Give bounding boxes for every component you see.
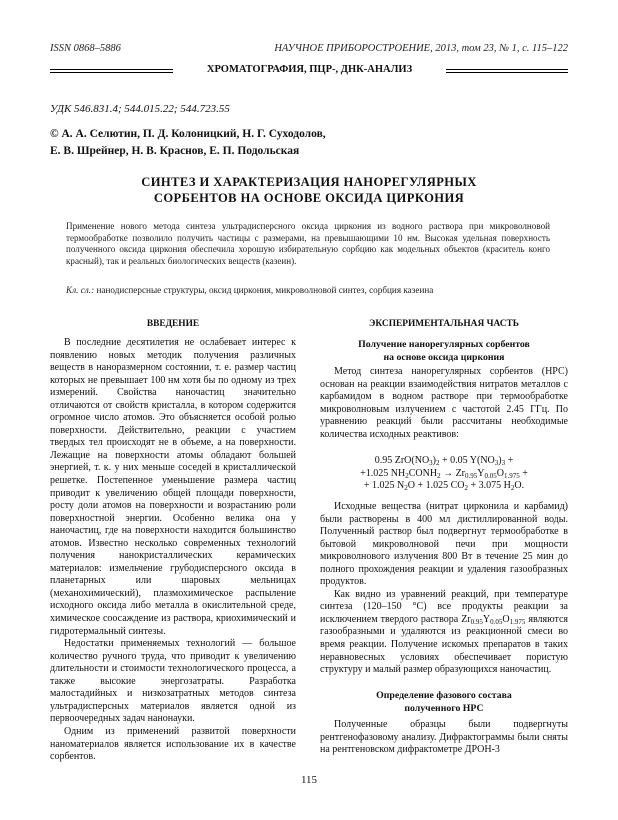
introduction-body	[50, 337, 296, 764]
title-line-2: СОРБЕНТОВ НА ОСНОВЕ ОКСИДА ЦИРКОНИЯ	[153, 191, 465, 205]
synthesis-body	[320, 501, 568, 677]
abstract: Применение нового метода синтеза ультрадисперсного оксида циркония из водного раствора при микроволновой термообработке позволило получить частицы с размерами, на превышающими 10 нм. Высокая удельная поверхность полученного оксида циркония обеспечила хорошую избирательную сорбцию как модельных объектов (краситель конго красный), так и реальных биологических веществ (казеин).	[66, 221, 550, 266]
phase-text: Полученные образцы были подвергнуты рентгенофазовому анализу. Дифрактограммы были сняты на рентгеновском дифрактометре ДРОН-3	[320, 719, 568, 756]
subheading-phase-composition	[320, 690, 568, 715]
keywords-text: нанодисперсные структуры, оксид циркония, микроволновой синтез, сорбция казеина	[94, 285, 434, 295]
rubric-bar	[50, 64, 568, 78]
subheading-synthesis	[320, 339, 568, 364]
equation-line-1: 0.95 $ZrO(NO_3)_2 + 0.05$ $Y(NO_3)_3$ +	[374, 455, 514, 467]
journal-citation: НАУЧНОЕ ПРИБОРОСТРОЕНИЕ, 2013, том 23, № 1, с. 115–122	[274, 43, 568, 54]
reaction-equation	[320, 455, 568, 493]
title-line-1: СИНТЕЗ И ХАРАКТЕРИЗАЦИЯ НАНОРЕГУЛЯРНЫХ	[141, 175, 477, 189]
authors-line-1: © А. А. Селютин, П. Д. Колоницкий, Н. Г. Суходолов,	[50, 128, 326, 140]
authors	[50, 126, 570, 160]
synthesis-paragraph-3: Как видно из уравнений реакций, при температуре синтеза (120–150 °С) все продукты реакции за исключением твердого раствора $Zr_{0.95}Y_{0.05}O_{1.975}$ являются газообразными и удаляются из реакционной смеси во время реакции. Получение искомых препаратов в таких неравновесных условиях обеспечивает пористую структуру и малый размер образующихся наночастиц.	[320, 588, 568, 676]
rubric-label: ХРОМАТОГРАФИЯ, ПЦР-, ДНК-АНАЛИЗ	[206, 64, 413, 75]
intro-paragraph-3: Одним из применений развитой поверхности наноматериалов является использование их в качестве сорбентов.	[50, 725, 296, 763]
equation-line-2: +1.025 $NH_2CONH_2 \to Zr_{0.95}Y_{0.05}O_{1.975}$ +	[360, 467, 528, 480]
synthesis-paragraph-1	[320, 366, 568, 441]
synthesis-paragraph-2: Исходные вещества (нитрат цирконила и карбамид) были растворены в 400 мл дистиллированной воды. Полученный раствор был подвергнут термообработке в бытовой микроволновой печи при мощности микроволнового излучения 800 Вт в течение 25 мин до полного прохождения реакции и удаления газообразных продуктов.	[320, 501, 568, 588]
intro-paragraph-1: В последние десятилетия не ослабевает интерес к появлению новых методик получения различных веществ в наноразмерном состоянии, т. е. размер частиц которых не превышает 100 нм хотя бы по одному из трех измерений. Свойства наночастиц значительно отличаются от свойств кристалла, в котором содержится огромное число атомов. Это объясняется особой ролью поверхности. Действительно, реакции с участием твердых тел происходят не в объеме, а на поверхности. Лежащие на поверхности атомы обладают большей энергией, т. к. у них меньше соседей в кристаллической решетке. Постепенное уменьшение размера частиц приводит к увеличению общей площади поверхности, росту доли атомов на поверхности и возрастанию роли поверхностной энергии. Особенно велика она у наночастиц, где на поверхности находится большинство атомов. Известно несколько современных технологий получения нанокристаллических керамических материалов: измельчение грубодисперсного оксида в планетарных или шаровых мельницах (механохимический), плазмохимическое распыление исходного оксида либо металла в окислительной среде, химическое соосаждение из раствора, криохимический и гидротермальный синтезы.	[50, 337, 296, 637]
issn: ISSN 0868–5886	[50, 43, 121, 54]
section-heading-experimental: ЭКСПЕРИМЕНТАЛЬНАЯ ЧАСТЬ	[369, 319, 519, 329]
intro-paragraph-2: Недостатки применяемых технологий — большое количество ручного труда, что приводит к увеличению длительности и стоимости технологического процесса, а также высокие энергозатраты. Разработка малостадийных и низкозатратных методов синтеза ультрадисперсных материалов является одной из первоочередных задач нанонауки.	[50, 638, 296, 725]
synthesis-text-1: Метод синтеза нанорегулярных сорбентов (НРС) основан на реакции взаимодействия нитратов металлов с карбамидом в водном растворе при термообработке микроволновым излучением с частотой 2.45 ГГц. По уравнению реакций были рассчитаны необходимые количества исходных реактивов:	[320, 366, 568, 440]
equation-line-3: + 1.025 $N_2O + 1.025$ $CO_2 + 3.075$ $H_2O$.	[363, 480, 525, 493]
rubric-rule-right	[446, 69, 568, 73]
subheading-synthesis-line-2: на основе оксида циркония	[383, 351, 505, 363]
udc-code: УДК 546.831.4; 544.015.22; 544.723.55	[50, 103, 230, 115]
section-heading-introduction: ВВЕДЕНИЕ	[146, 319, 200, 329]
page-number: 115	[300, 774, 318, 786]
keywords-label: Кл. сл.:	[66, 285, 95, 295]
authors-line-2: Е. В. Шрейнер, Н. В. Краснов, Е. П. Подольская	[50, 145, 300, 157]
phase-paragraph	[320, 719, 568, 757]
subheading-phase-line-2: полученного НРС	[404, 702, 484, 714]
article-title	[50, 174, 568, 206]
subheading-phase-line-1: Определение фазового состава	[376, 690, 512, 701]
subheading-synthesis-line-1: Получение нанорегулярных сорбентов	[358, 339, 530, 350]
rubric-rule-left	[50, 69, 173, 73]
keywords	[66, 285, 550, 297]
